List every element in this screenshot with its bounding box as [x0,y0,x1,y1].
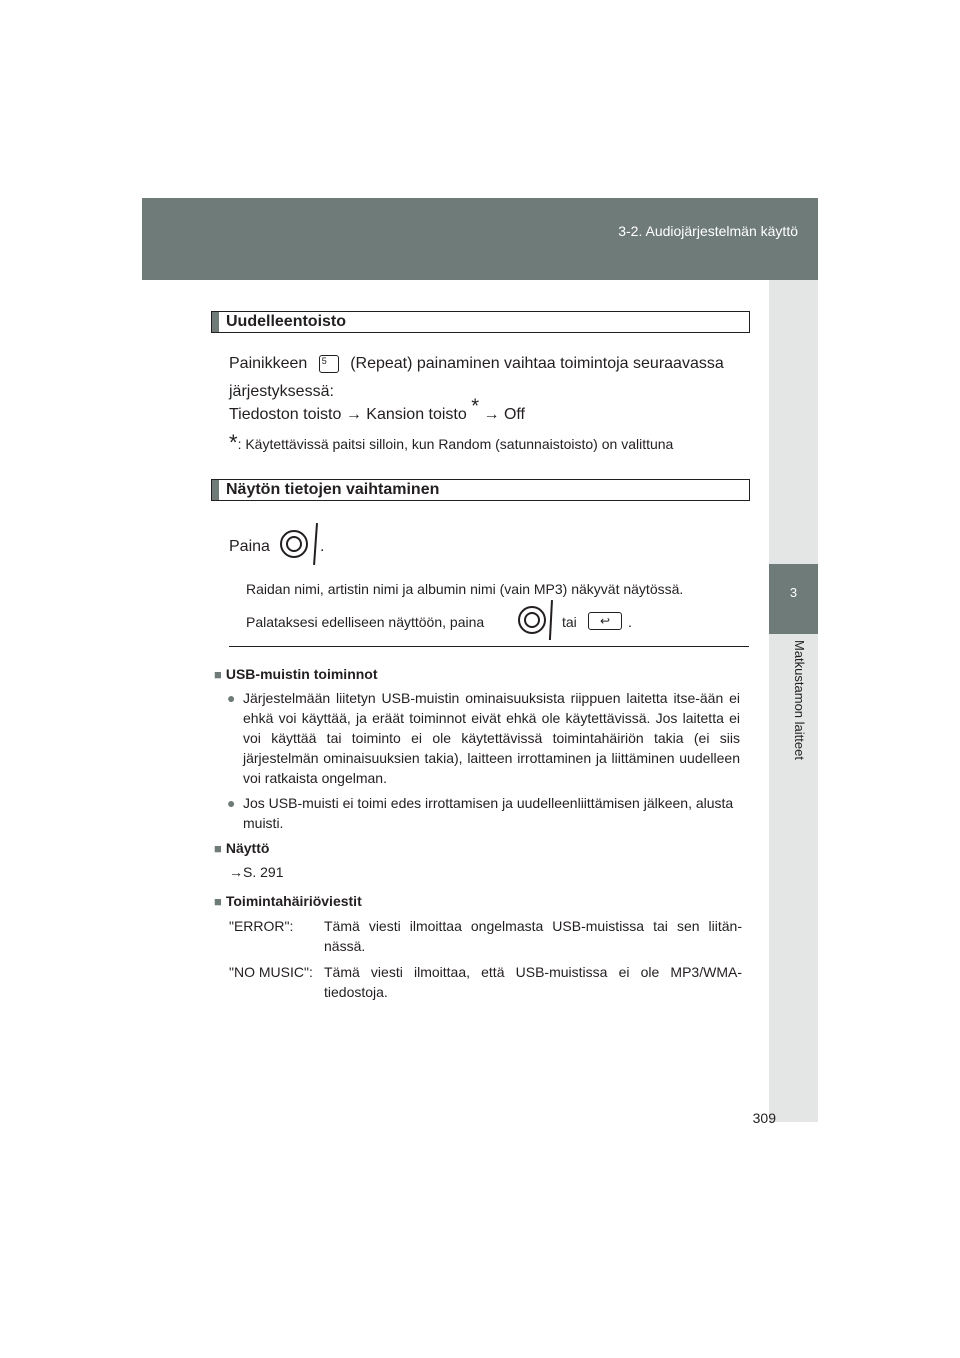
error-code: "ERROR": [229,918,294,934]
error-text: Tämä viesti ilmoittaa ongelmasta USB-muistissa tai sen liitän-nässä. [324,918,742,954]
knob-line-icon [549,600,553,640]
error-text: Tämä viesti ilmoittaa, että USB-muistissa ei ole MP3/WMA-tiedostoja. [324,964,742,1000]
display-heading: Näytön tietojen vaihtaminen [226,481,440,498]
back-button-icon: ↩ [588,612,622,630]
repeat-line-2: järjestyksessä: [229,383,334,400]
chapter-label: Matkustamon laitteet [792,640,807,760]
header-band [142,198,818,280]
heading-accent [212,480,219,500]
usb-bullet-1: Järjestelmään liitetyn USB-muistin ominaisuuksista riippuen laitetta itse-ään ei ehkä voi käyttää, ja eräät toiminnot eivät ehkä ole käytettävissä. Jos laitetta ei voi käyttää tai toiminto ei ole käytettävissä toimintahäiriön takia (ei siis järjestelmän ominaisuuksien takia), laitteen irrottaminen ja liittäminen uudelleen voi ratkaista ongelman. [243,690,740,786]
return-or: tai [562,614,577,630]
display-info: Raidan nimi, artistin nimi ja albumin nimi (vain MP3) näkyvät näytössä. [246,581,684,597]
divider [229,646,749,647]
return-pre: Palataksesi edelliseen näyttöön, paina [246,614,485,630]
page-number: 309 [752,1110,776,1126]
usb-bullet-2: Jos USB-muisti ei toimi edes irrottamisen ja uudelleenliittämisen jälkeen, alusta muisti. [243,795,734,831]
chapter-number: 3 [789,585,798,600]
display-note-title: ■ Näyttö [214,840,270,856]
bullet-icon: ● [227,795,236,811]
repeat-heading-box [211,311,750,333]
press-end: . [320,538,325,555]
section-title: 3-2. Audiojärjestelmän käyttö [618,223,798,239]
press-label: Paina [229,538,270,555]
repeat-button-icon: 5 [319,355,339,373]
display-page-ref: →S. 291 [229,864,284,880]
heading-accent [212,312,219,332]
usb-title: ■ USB-muistin toiminnot [214,666,378,682]
tune-knob-icon [518,606,546,634]
display-heading-box [211,479,750,501]
repeat-sequence: Tiedoston toisto → Kansion toisto * → Off [229,395,525,423]
knob-line-icon [313,523,318,565]
tune-knob-icon [280,530,308,558]
repeat-line-1: Painikkeen 5 (Repeat) painaminen vaihtaa toimintoja seuraavassa [229,355,724,372]
repeat-footnote: *: Käytettävissä paitsi silloin, kun Random (satunnaistoisto) on valittuna [229,430,674,455]
error-code: "NO MUSIC": [229,964,313,980]
repeat-heading: Uudelleentoisto [226,313,347,330]
square-bullet-icon: ■ [214,841,222,856]
square-bullet-icon: ■ [214,894,222,909]
square-bullet-icon: ■ [214,667,222,682]
return-end: . [628,614,632,630]
errors-title: ■ Toimintahäiriöviestit [214,893,362,909]
bullet-icon: ● [227,690,236,706]
